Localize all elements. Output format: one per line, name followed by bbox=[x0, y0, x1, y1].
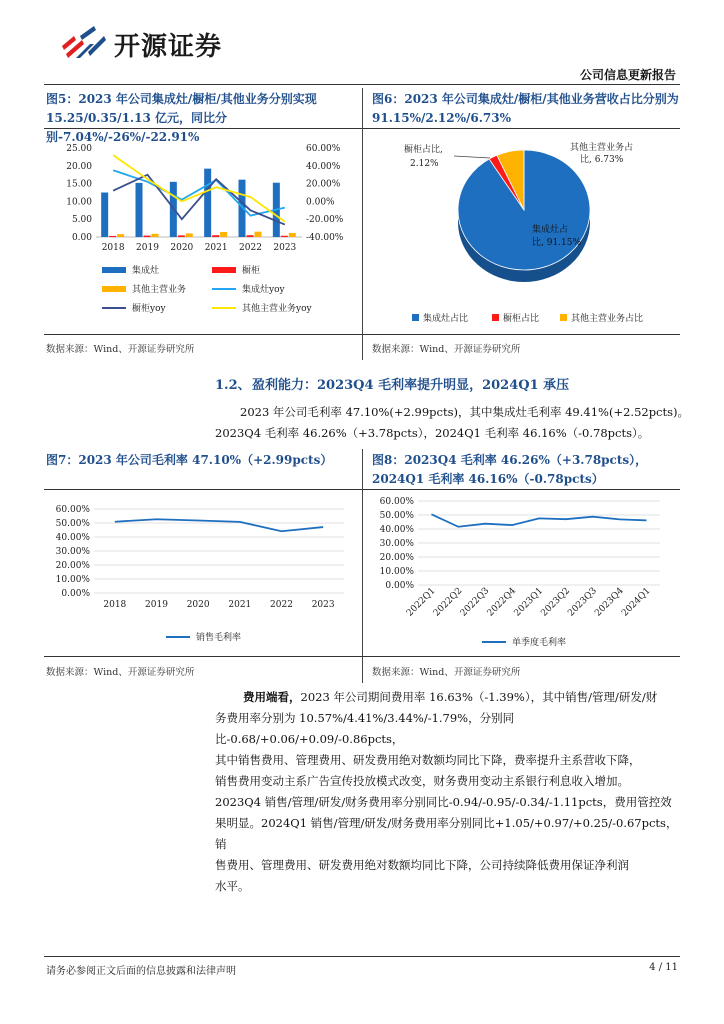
report-type: 公司信息更新报告 bbox=[579, 68, 676, 82]
x-tick-label: 2020 bbox=[186, 600, 210, 610]
fig-row1-bottom-rule bbox=[44, 334, 680, 335]
expense-line-2: 其中销售费用、管理费用、研发费用绝对数额均同比下降，费率提升主系营收下降， bbox=[215, 753, 641, 767]
brand-logo bbox=[60, 24, 110, 64]
bar-橱柜 bbox=[281, 236, 288, 237]
bar-其他主营业务 bbox=[152, 234, 159, 237]
brand-name: 开源证券 bbox=[114, 32, 223, 62]
y-tick-label: 60.00% bbox=[55, 505, 90, 515]
expense-line-1: 务费用率分别为 10.57%/4.41%/3.44%/-1.79%，分别同比-0.68/+0.06/+0.09/-0.86pcts， bbox=[215, 711, 515, 746]
legend-swatch bbox=[102, 286, 126, 292]
x-tick-label: 2018 bbox=[101, 243, 125, 253]
y-left-tick-label: 5.00 bbox=[71, 215, 92, 226]
fig-row2-divider bbox=[362, 449, 363, 683]
x-tick-label: 2022 bbox=[239, 243, 262, 253]
legend-label: 集成灶占比 bbox=[423, 314, 469, 324]
y-right-tick-label: 40.00% bbox=[306, 161, 341, 172]
x-tick-label: 2022Q3 bbox=[458, 586, 492, 619]
section-number: 1.2、 bbox=[215, 378, 251, 393]
y-tick-label: 40.00% bbox=[55, 533, 90, 543]
fig6-chart bbox=[364, 130, 680, 335]
logo-mark-icon bbox=[60, 24, 110, 64]
pie-label-other-value: 比, 6.73% bbox=[580, 155, 624, 165]
expense-line-3: 销售费用变动主系广告宣传投放模式改变，财务费用变动主系银行利息收入增加。 bbox=[215, 774, 629, 788]
x-tick-label: 2022Q2 bbox=[431, 586, 465, 619]
y-tick-label: 10.00% bbox=[379, 567, 414, 577]
legend-swatch bbox=[212, 267, 236, 273]
pie-label-main: 集成灶占 bbox=[532, 225, 569, 235]
section-title: 盈利能力：2023Q4 毛利率提升明显，2024Q1 承压 bbox=[252, 378, 570, 393]
fig7-source: 数据来源：Wind、开源证券研究所 bbox=[46, 667, 195, 678]
x-tick-label: 2022Q4 bbox=[485, 586, 519, 619]
footer-disclaimer: 请务必参阅正文后面的信息披露和法律声明 bbox=[46, 966, 236, 977]
pie-leader-line bbox=[454, 156, 490, 158]
x-tick-label: 2023Q4 bbox=[593, 586, 626, 619]
expense-paragraph bbox=[215, 687, 685, 897]
y-right-tick-label: -40.00% bbox=[306, 233, 344, 243]
y-left-tick-label: 10.00 bbox=[66, 197, 92, 208]
footer-rule bbox=[44, 956, 680, 957]
bar-橱柜 bbox=[247, 235, 254, 237]
legend-label: 橱柜yoy bbox=[132, 304, 166, 314]
y-tick-label: 40.00% bbox=[379, 525, 414, 535]
x-tick-label: 2022 bbox=[270, 600, 293, 610]
y-left-tick-label: 15.00 bbox=[66, 179, 92, 190]
fig6-source: 数据来源：Wind、开源证券研究所 bbox=[372, 344, 521, 355]
intro-line-1: 2023 年公司毛利率 47.10%(+2.99pcts)，其中集成灶毛利率 49.41%(+2.52pcts)。 bbox=[240, 405, 690, 419]
legend-swatch bbox=[102, 267, 126, 273]
fig8-chart bbox=[364, 491, 680, 656]
pie-label-main-value: 比, 91.15% bbox=[532, 238, 582, 248]
y-tick-label: 0.00% bbox=[61, 589, 90, 599]
expense-lead: 费用端看， bbox=[243, 690, 301, 704]
legend-label: 其他主营业务占比 bbox=[571, 314, 644, 324]
x-tick-label: 2022Q1 bbox=[405, 586, 438, 619]
x-tick-label: 2021 bbox=[204, 243, 228, 253]
line-单季度毛利率 bbox=[431, 514, 646, 526]
fig-row1-divider bbox=[362, 88, 363, 360]
fig5-title: 图5：2023 年公司集成灶/橱柜/其他业务分别实现15.25/0.35/1.13 亿元，同比分别-7.04%/-26%/-22.91% bbox=[46, 92, 317, 144]
x-tick-label: 2020 bbox=[170, 243, 194, 253]
pie-label-cabinet: 橱柜占比, bbox=[404, 145, 443, 155]
expense-line-0: 费用端看，2023 年公司期间费用率 16.63%（-1.39%），其中销售/管理/研发/财 bbox=[243, 690, 658, 704]
y-tick-label: 10.00% bbox=[55, 575, 90, 585]
legend-swatch bbox=[560, 314, 567, 321]
intro-line-2: 2023Q4 毛利率 46.26%（+3.78pcts），2024Q1 毛利率 46.16%（-0.78pcts）。 bbox=[215, 426, 650, 440]
bar-其他主营业务 bbox=[220, 232, 227, 237]
legend-label: 其他主营业务 bbox=[132, 285, 187, 295]
fig5-source: 数据来源：Wind、开源证券研究所 bbox=[46, 344, 195, 355]
y-left-tick-label: 25.00 bbox=[66, 144, 92, 154]
expense-line-4: 2023Q4 销售/管理/研发/财务费用率分别同比-0.94/-0.95/-0.34/-1.11pcts，费用管控效 bbox=[215, 795, 672, 809]
expense-line-5: 果明显。2024Q1 销售/管理/研发/财务费用率分别同比+1.05/+0.97/+0.25/-0.67pcts，销 bbox=[215, 816, 678, 851]
fig7-chart bbox=[44, 491, 360, 656]
bar-橱柜 bbox=[144, 236, 151, 237]
fig6-title: 图6：2023 年公司集成灶/橱柜/其他业务营收占比分别为91.15%/2.12%/6.73% bbox=[372, 92, 679, 125]
y-left-tick-label: 20.00 bbox=[66, 161, 92, 172]
x-tick-label: 2021 bbox=[228, 600, 252, 610]
x-tick-label: 2019 bbox=[136, 243, 159, 253]
y-right-tick-label: 60.00% bbox=[306, 144, 341, 154]
line-销售毛利率 bbox=[115, 519, 323, 531]
y-right-tick-label: 20.00% bbox=[306, 179, 341, 190]
legend-label: 销售毛利率 bbox=[196, 633, 242, 643]
y-tick-label: 30.00% bbox=[379, 539, 414, 549]
y-tick-label: 50.00% bbox=[55, 519, 90, 529]
fig8-source: 数据来源：Wind、开源证券研究所 bbox=[372, 667, 521, 678]
y-right-tick-label: -20.00% bbox=[306, 215, 344, 226]
legend-label: 集成灶 bbox=[132, 266, 160, 276]
fig8-title: 图8：2023Q4 毛利率 46.26%（+3.78pcts），2024Q1 毛利率 46.16%（-0.78pcts） bbox=[372, 453, 648, 486]
expense-line-7: 水平。 bbox=[215, 879, 250, 893]
fig7-title: 图7：2023 年公司毛利率 47.10%（+2.99pcts） bbox=[46, 453, 333, 467]
y-tick-label: 0.00% bbox=[385, 581, 414, 591]
bar-橱柜 bbox=[178, 235, 185, 237]
header-rule bbox=[44, 84, 680, 85]
bar-其他主营业务 bbox=[289, 233, 296, 237]
bar-集成灶 bbox=[101, 193, 108, 238]
y-tick-label: 30.00% bbox=[55, 547, 90, 557]
x-tick-label: 2023Q1 bbox=[512, 586, 546, 619]
y-tick-label: 20.00% bbox=[379, 553, 414, 563]
legend-swatch bbox=[412, 314, 419, 321]
x-tick-label: 2018 bbox=[103, 600, 127, 610]
fig5-chart bbox=[44, 130, 360, 335]
legend-label: 集成灶yoy bbox=[242, 285, 285, 295]
y-tick-label: 50.00% bbox=[379, 511, 414, 521]
legend-label: 橱柜 bbox=[242, 266, 261, 276]
fig-row2-bottom-rule bbox=[44, 656, 680, 657]
y-left-tick-label: 0.00 bbox=[71, 233, 92, 243]
bar-橱柜 bbox=[212, 235, 219, 237]
x-tick-label: 2024Q1 bbox=[620, 586, 653, 619]
legend-label: 其他主营业务yoy bbox=[242, 304, 312, 314]
legend-swatch bbox=[492, 314, 499, 321]
expense-line-6: 售费用、管理费用、研发费用绝对数额均同比下降，公司持续降低费用保证净利润 bbox=[215, 858, 629, 872]
x-tick-label: 2023Q3 bbox=[566, 586, 599, 619]
legend-label: 单季度毛利率 bbox=[512, 638, 567, 648]
pie-label-other: 其他主营业务占 bbox=[570, 143, 634, 153]
bar-其他主营业务 bbox=[255, 232, 262, 237]
bar-集成灶 bbox=[204, 169, 211, 237]
page-number: 4 / 11 bbox=[649, 962, 678, 973]
bar-其他主营业务 bbox=[186, 233, 193, 237]
bar-橱柜 bbox=[109, 236, 116, 237]
pie-label-cabinet-value: 2.12% bbox=[410, 159, 439, 169]
bar-集成灶 bbox=[136, 183, 143, 237]
x-tick-label: 2023Q2 bbox=[539, 586, 573, 619]
x-tick-label: 2023 bbox=[273, 243, 297, 253]
x-tick-label: 2019 bbox=[145, 600, 168, 610]
y-right-tick-label: 0.00% bbox=[306, 197, 335, 208]
x-tick-label: 2023 bbox=[311, 600, 335, 610]
legend-label: 橱柜占比 bbox=[503, 314, 540, 324]
bar-其他主营业务 bbox=[117, 234, 124, 237]
y-tick-label: 60.00% bbox=[379, 497, 414, 507]
y-tick-label: 20.00% bbox=[55, 561, 90, 571]
